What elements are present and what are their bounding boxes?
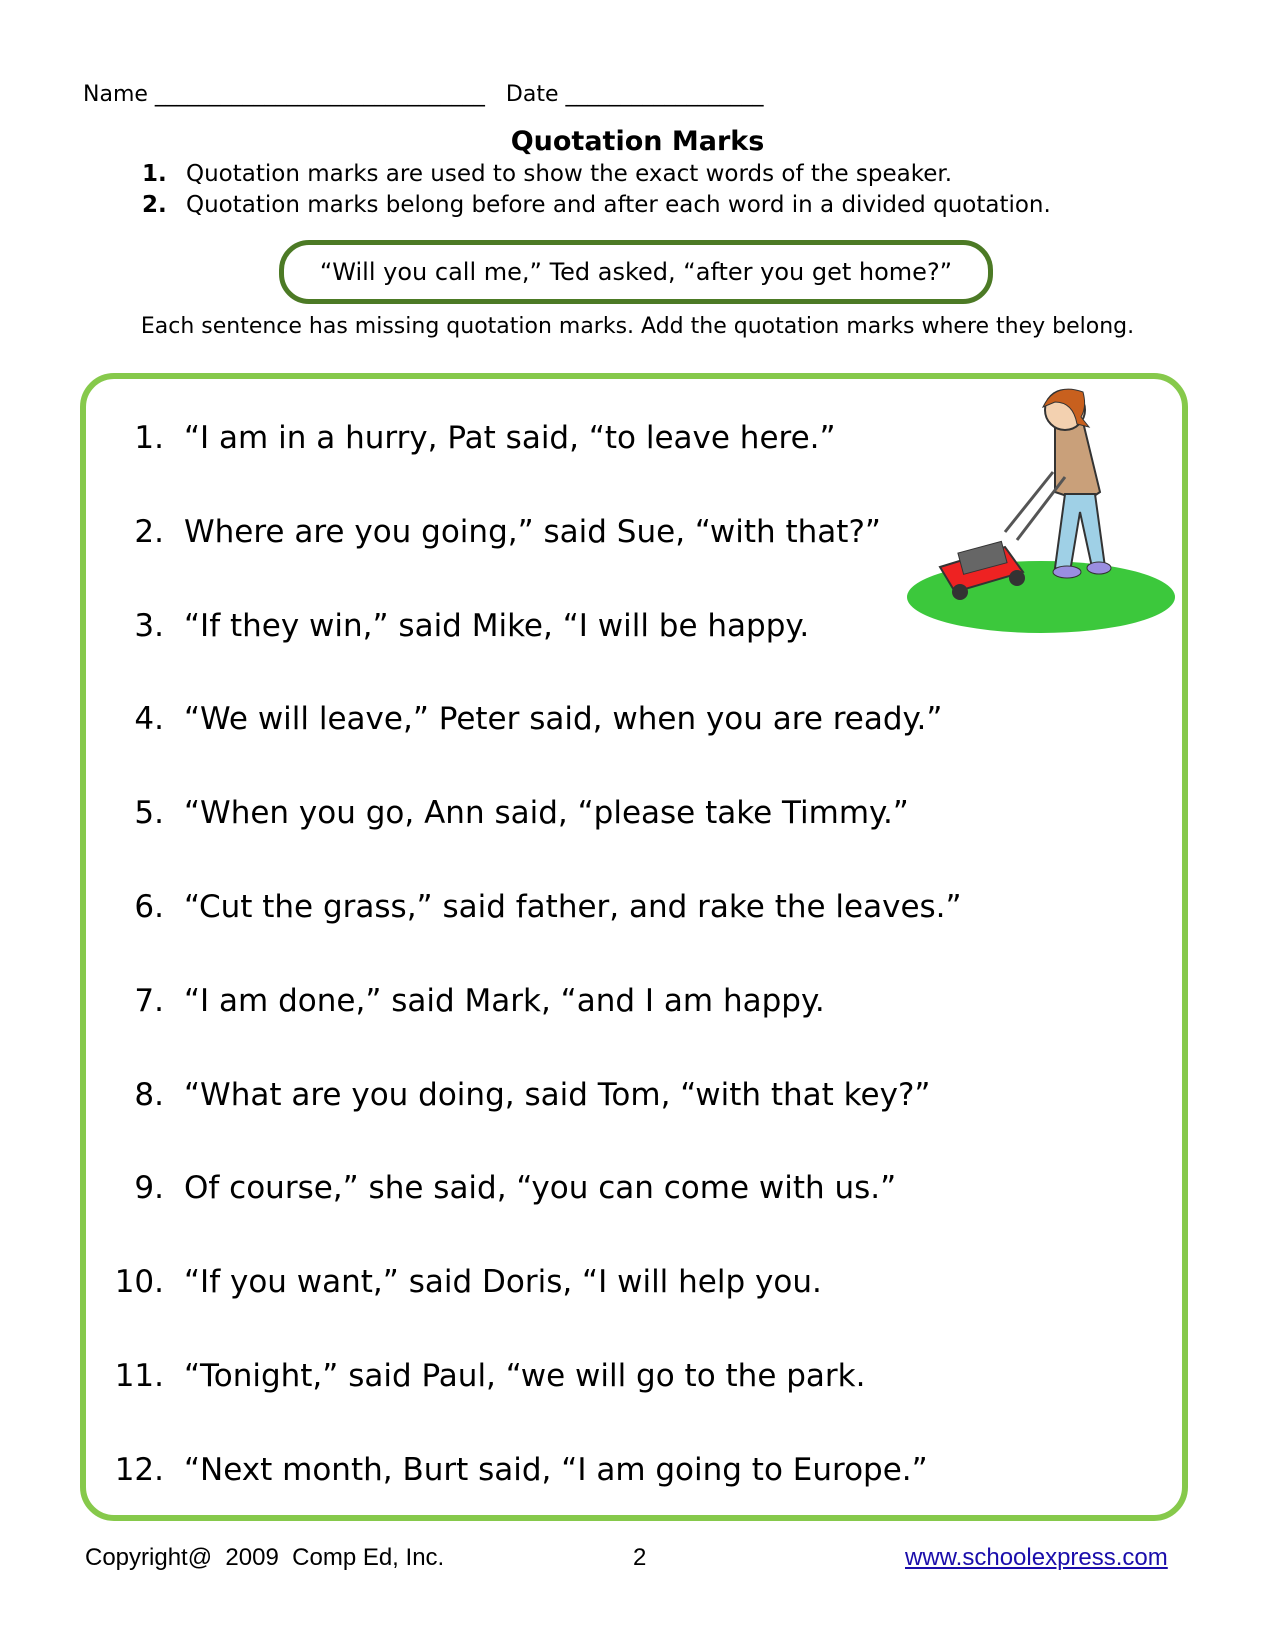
item-sentence: “Next month, Burt said, “I am going to Europe.” xyxy=(184,1451,928,1488)
page-title: Quotation Marks xyxy=(510,126,765,157)
item-number: 5. xyxy=(134,795,164,832)
exercise-item[interactable] xyxy=(100,1358,865,1394)
item-sentence: “Tonight,” said Paul, “we will go to the park. xyxy=(184,1358,866,1394)
item-sentence: “Cut the grass,” said father, and rake the leaves.” xyxy=(184,889,962,925)
name-field[interactable]: ______________________________ xyxy=(154,82,485,107)
item-sentence: “What are you doing, said Tom, “with that key?” xyxy=(184,1076,931,1113)
exercise-item[interactable] xyxy=(100,1077,930,1113)
name-label: Name xyxy=(83,82,148,107)
rule-number: 2. xyxy=(142,192,167,218)
exercise-item[interactable] xyxy=(100,514,881,550)
exercise-item[interactable] xyxy=(100,608,809,644)
exercise-item[interactable] xyxy=(100,420,836,456)
exercise-item[interactable] xyxy=(100,983,825,1019)
copyright: Copyright@ 2009 Comp Ed, Inc. xyxy=(85,1544,445,1571)
exercise-item[interactable] xyxy=(100,1170,896,1206)
item-sentence: “If you want,” said Doris, “I will help you. xyxy=(184,1264,822,1301)
exercise-item[interactable] xyxy=(100,795,909,831)
rule-2 xyxy=(142,192,1051,218)
website-link[interactable]: www.schoolexpress.com xyxy=(905,1544,1168,1571)
example-box xyxy=(279,240,993,304)
item-number: 3. xyxy=(134,607,164,644)
item-sentence: “When you go, Ann said, “please take Timmy.” xyxy=(184,795,909,832)
exercise-item[interactable] xyxy=(100,1452,928,1488)
name-date-line xyxy=(83,82,763,107)
item-sentence: “We will leave,” Peter said, when you are ready.” xyxy=(184,701,943,738)
item-number: 6. xyxy=(134,889,164,925)
exercise-item[interactable] xyxy=(100,1264,822,1300)
date-label: Date xyxy=(505,82,559,107)
rule-text: Quotation marks are used to show the exact words of the speaker. xyxy=(186,161,953,187)
exercise-item[interactable] xyxy=(100,701,942,737)
item-number: 9. xyxy=(134,1170,164,1207)
item-sentence: Where are you going,” said Sue, “with that?” xyxy=(184,513,881,550)
item-sentence: “If they win,” said Mike, “I will be happy. xyxy=(184,607,810,644)
exercise-item[interactable] xyxy=(100,889,962,925)
item-number: 8. xyxy=(134,1076,164,1113)
date-field[interactable]: __________________ xyxy=(565,82,764,107)
item-number: 12. xyxy=(114,1451,164,1488)
rule-text: Quotation marks belong before and after each word in a divided quotation. xyxy=(186,192,1051,218)
example-text: “Will you call me,” Ted asked, “after you get home?” xyxy=(319,258,953,286)
rule-number: 1. xyxy=(142,161,167,187)
girl-mowing-lawn-illustration xyxy=(905,382,1180,634)
item-sentence: Of course,” she said, “you can come with us.” xyxy=(184,1170,897,1207)
item-number: 10. xyxy=(114,1264,164,1301)
item-number: 2. xyxy=(134,513,164,550)
item-number: 4. xyxy=(134,701,164,738)
item-number: 7. xyxy=(134,982,164,1019)
page-number: 2 xyxy=(633,1544,647,1571)
item-number: 11. xyxy=(114,1358,164,1394)
rule-1 xyxy=(142,161,952,187)
item-sentence: “I am done,” said Mark, “and I am happy. xyxy=(184,982,825,1019)
item-number: 1. xyxy=(134,420,164,456)
instructions: Each sentence has missing quotation marks. Add the quotation marks where they belong. xyxy=(140,314,1135,339)
item-sentence: “I am in a hurry, Pat said, “to leave here.” xyxy=(184,420,836,456)
